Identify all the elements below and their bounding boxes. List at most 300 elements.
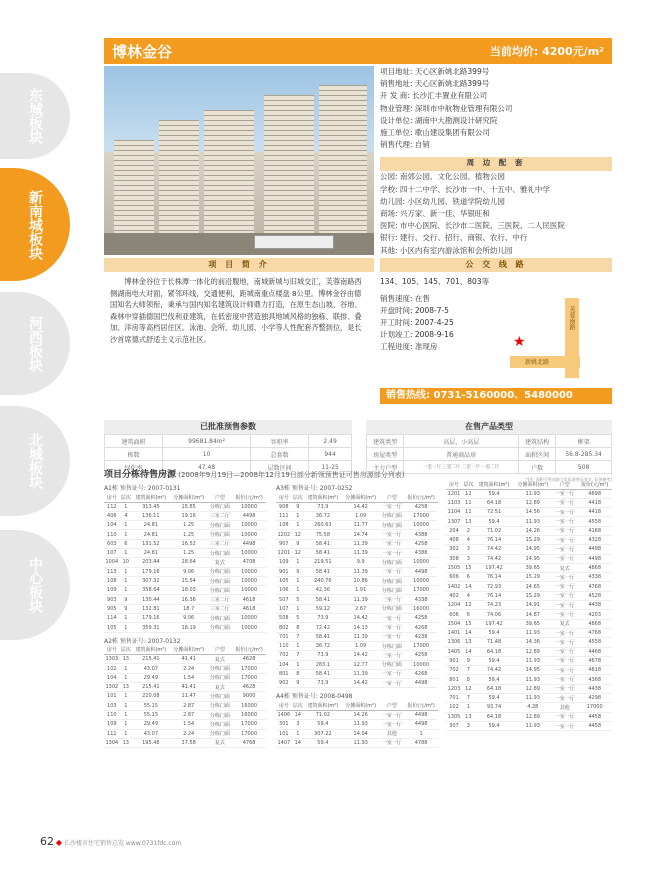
- table-cell: 4788: [404, 738, 438, 747]
- table-cell: 507: [276, 595, 292, 604]
- table-cell: 39.65: [513, 619, 552, 628]
- table-cell: 一室一厅: [552, 582, 577, 591]
- sidebar-tab-xinnancheng[interactable]: [0, 168, 70, 281]
- status-item: 工程进度: 准现房: [380, 342, 438, 351]
- table-cell: 1: [292, 521, 304, 530]
- table-cell: 603: [104, 539, 120, 548]
- table-cell: 一室一厅: [552, 489, 577, 498]
- building-shape: [319, 85, 367, 235]
- info-developer: 开 发 商: 长沙汇丰置业有限公司: [380, 91, 488, 101]
- table-cell: 73.9: [304, 614, 342, 623]
- surround-other: 其他: 小区内有室内游泳馆和会所幼儿园: [380, 245, 513, 255]
- table-cell: 一室一厅: [380, 651, 405, 660]
- table-cell: 29.49: [132, 720, 170, 729]
- table-cell: 16.36: [170, 595, 208, 604]
- listing-table: [104, 646, 266, 748]
- table-cell: 14.36: [513, 638, 552, 647]
- table-row: [446, 545, 612, 554]
- table-cell: 8: [292, 669, 304, 678]
- table-cell: 户数: [519, 461, 556, 474]
- table-cell: 1307: [447, 518, 461, 525]
- table-cell: 4868: [577, 563, 612, 572]
- building-shape: [159, 120, 199, 235]
- column-header: 建筑面积(m²): [132, 646, 170, 655]
- table-cell: 一室一厅: [380, 548, 405, 557]
- surround-mall: 商场: 兴万家、新一佳、华银旺和: [380, 209, 490, 219]
- table-header-row: [104, 646, 266, 655]
- table-cell: 绿化率: [105, 461, 163, 474]
- table-cell: 9: [292, 539, 304, 548]
- table-cell: 层数区间: [251, 461, 309, 474]
- table-cell: 1: [120, 502, 132, 511]
- table-cell: 10000: [404, 660, 438, 669]
- table-cell: 18.7: [170, 604, 208, 613]
- sales-hotline: 销售热线: 0731-5160000、5480000: [380, 388, 612, 404]
- table-cell: 1203: [447, 685, 461, 692]
- info-property-mgmt: 物业管理: 深圳市中航物业管理有限公司: [380, 103, 513, 113]
- table-cell: 4418: [577, 508, 612, 517]
- table-cell: 64.18: [475, 647, 514, 656]
- table-cell: 508: [276, 614, 292, 623]
- table-cell: 1103: [447, 499, 461, 506]
- table-cell: 55.15: [132, 710, 170, 719]
- surround-bank: 银行: 建行、交行、招行、商银、农行、中行: [380, 233, 528, 243]
- table-row: [104, 576, 266, 585]
- table-row: [446, 703, 612, 712]
- sidebar-tab-beicheng[interactable]: [0, 406, 70, 516]
- table-cell: 容积率: [251, 435, 309, 448]
- project-photo: [104, 66, 374, 255]
- table-row: [276, 720, 438, 729]
- table-row: [104, 530, 266, 539]
- table-cell: 一室一厅: [552, 684, 577, 693]
- table-cell: 分栋门面: [380, 660, 405, 669]
- table-cell: 10000: [232, 576, 266, 585]
- info-design: 设计单位: 湖南中大勘测设计研究院: [380, 115, 498, 125]
- logo-icon: ◆: [55, 838, 63, 847]
- table-cell: 4768: [577, 582, 612, 591]
- surround-park: 公园: 南郊公园、文化公园、植物公园: [380, 172, 505, 182]
- table-cell: 8: [292, 623, 304, 632]
- table-cell: 4618: [577, 666, 612, 675]
- table-cell: 14: [292, 738, 304, 747]
- column-header: 建筑面积(m²): [304, 701, 342, 710]
- table-cell: 702: [446, 666, 462, 675]
- table-row: [276, 595, 438, 604]
- table-cell: 101: [104, 692, 120, 701]
- intro-text: 博林金谷位于长株潭一体化的前沿腹地，南城新城与旧城交汇，芙蓉南路西侧湖南电大对面，紧邻环线，交通便利，距城南重点楼盘 8公里。博林金谷由德国知名大师领衔，秉承与国内知名建筑设计师鼎力打造，在原生态山坡、谷地、森林中穿插德国巴伐利亚建筑，在低密度中营造独具地域风格的独栋、联排、叠加、洋房等高档居住区。泳池、会所、幼儿园、小学等人性配套齐整到位，是长沙首席德式舒适主义示范社区。: [110, 277, 362, 344]
- table-cell: 110: [276, 641, 292, 650]
- table-cell: 58.41: [304, 539, 342, 548]
- status-item: 开盘时间: 2008-7-5: [380, 306, 449, 315]
- table-cell: 其他: [552, 703, 577, 712]
- table-cell: 406: [104, 511, 120, 520]
- table-cell: 复式: [552, 619, 577, 628]
- table-cell: 14: [462, 628, 475, 637]
- table-cell: 15.29: [513, 573, 552, 582]
- table-cell: 74.42: [475, 554, 514, 563]
- table-cell: 1505: [447, 565, 461, 572]
- table-cell: 76.14: [475, 535, 514, 544]
- table-cell: 11.47: [170, 692, 208, 701]
- sidebar-tab-hexi[interactable]: [0, 292, 70, 395]
- table-cell: 4498: [404, 710, 438, 719]
- table-cell: 14: [462, 647, 475, 656]
- table-cell: 76.14: [475, 573, 514, 582]
- table-cell: 2.24: [170, 664, 208, 673]
- table-cell: 71.48: [475, 638, 514, 647]
- table-cell: 9: [292, 679, 304, 688]
- table-row: [276, 586, 438, 595]
- table-cell: 11.39: [342, 595, 380, 604]
- table-cell: 215.41: [132, 683, 170, 692]
- table-cell: 11.93: [513, 675, 552, 684]
- bus-lines: 134、105、145、701、803等: [380, 277, 490, 286]
- table-cell: 1004: [105, 559, 119, 566]
- column-header: 户型: [208, 493, 233, 502]
- table-cell: 一室一厅: [380, 738, 405, 747]
- table-row: [104, 548, 266, 557]
- table-cell: 4298: [577, 694, 612, 703]
- table-header-row: [104, 493, 266, 502]
- table-cell: 10000: [404, 576, 438, 585]
- table-cell: 4628: [232, 683, 266, 692]
- table-cell: 29.49: [132, 673, 170, 682]
- table-cell: 4168: [577, 526, 612, 535]
- table-cell: 分栋门面: [208, 614, 233, 623]
- table-cell: 13: [120, 655, 132, 664]
- table-cell: 一室一厅: [380, 539, 405, 548]
- table-cell: 1: [120, 567, 132, 576]
- table-cell: 43.07: [132, 729, 170, 738]
- table-cell: 2.24: [170, 729, 208, 738]
- table-cell: 107: [104, 548, 120, 557]
- table-row: [276, 651, 438, 660]
- table-cell: 1306: [447, 639, 461, 646]
- table-cell: 1: [120, 720, 132, 729]
- table-cell: 4238: [404, 632, 438, 641]
- table-row: [104, 502, 266, 511]
- table-cell: 一室一厅: [380, 720, 405, 729]
- table-cell: 14.87: [513, 610, 552, 619]
- table-cell: 11.93: [513, 517, 552, 526]
- table-cell: 4: [120, 511, 132, 520]
- column-header: 层次: [292, 703, 303, 710]
- table-cell: 9: [292, 502, 304, 511]
- listing-table: [446, 480, 612, 731]
- table-cell: 4338: [404, 595, 438, 604]
- onsale-note: *(注: 面积可售房源与实际准售证有关, 仅供参考): [525, 477, 612, 482]
- table-cell: 6: [462, 610, 475, 619]
- table-cell: 36.72: [304, 511, 342, 520]
- table-cell: 1: [120, 701, 132, 710]
- table-cell: 14.26: [513, 526, 552, 535]
- table-cell: 59.4: [475, 721, 514, 730]
- table-cell: 4498: [232, 511, 266, 520]
- table-cell: 一室一厅: [552, 601, 577, 610]
- table-row: [104, 521, 266, 530]
- table-cell: 一室一厅: [552, 610, 577, 619]
- table-cell: 109: [104, 586, 120, 595]
- table-row: [276, 632, 438, 641]
- surround-hospital: 医院: 市中心医院、长沙市二医院、三医院、二人民医院: [380, 221, 565, 231]
- table-cell: 130.44: [132, 595, 170, 604]
- table-cell: 14.91: [513, 601, 552, 610]
- table-cell: 1: [120, 530, 132, 539]
- table-cell: 907: [276, 539, 292, 548]
- location-star-icon: ★: [513, 334, 526, 350]
- table-cell: 15.54: [170, 576, 208, 585]
- table-cell: 一室一厅: [380, 614, 405, 623]
- table-row: [446, 694, 612, 703]
- table-cell: 18.03: [170, 586, 208, 595]
- column-header: 户型: [380, 701, 405, 710]
- table-row: [104, 664, 266, 673]
- table-cell: 10000: [232, 623, 266, 632]
- column-header: 分摊面积(m²): [342, 701, 380, 710]
- table-cell: 55.15: [132, 701, 170, 710]
- table-cell: 59.4: [475, 489, 514, 498]
- table-cell: 5: [292, 614, 304, 623]
- table-cell: 59.12: [304, 604, 342, 613]
- page-number: 62: [40, 835, 54, 848]
- table-cell: 102: [104, 664, 120, 673]
- table-cell: 1.54: [170, 673, 208, 682]
- surround-school: 学校: 四十二中学、长沙市一中、十五中、雅礼中学: [380, 184, 550, 194]
- table-header-row: [276, 493, 438, 502]
- table-cell: 4698: [577, 489, 612, 498]
- table-cell: 11.39: [342, 669, 380, 678]
- table-cell: 14.42: [342, 614, 380, 623]
- table-cell: 总套数: [251, 448, 309, 461]
- table-cell: 15: [462, 619, 475, 628]
- table-row: [104, 604, 266, 613]
- table-cell: 11.39: [342, 567, 380, 576]
- table-cell: 1: [292, 558, 304, 567]
- table-cell: 4498: [404, 679, 438, 688]
- table-row: [446, 573, 612, 582]
- table-cell: 702: [276, 651, 292, 660]
- column-header: 户型: [208, 646, 233, 655]
- table-cell: 7: [462, 666, 475, 675]
- sidebar-tab-label: 河西板块: [27, 315, 43, 372]
- table-cell: 分栋门面: [208, 673, 233, 682]
- sidebar-tab-zhongxin[interactable]: [0, 530, 70, 640]
- table-cell: 302: [446, 545, 462, 554]
- listing-table: [276, 701, 438, 748]
- table-cell: 72.51: [475, 508, 514, 517]
- table-cell: 24.81: [132, 548, 170, 557]
- table-cell: 一室一厅: [552, 545, 577, 554]
- table-cell: 一室一厅: [552, 498, 577, 507]
- table-cell: 16000: [404, 604, 438, 613]
- table-cell: 分栋门面: [208, 692, 233, 701]
- table-cell: 606: [446, 573, 462, 582]
- table-cell: 一室一厅: [552, 508, 577, 517]
- table-cell: 308: [446, 554, 462, 563]
- table-cell: 分栋门面: [380, 641, 405, 650]
- column-header: 层次: [120, 494, 131, 501]
- table-cell: 1201: [447, 490, 461, 497]
- block-title: A1栋 预售证号: 2007-0131: [104, 485, 181, 492]
- table-cell: 10: [163, 448, 251, 461]
- table-cell: 1.91: [342, 586, 380, 595]
- table-cell: 13: [120, 738, 132, 747]
- table-cell: 801: [446, 675, 462, 684]
- table-cell: 11.77: [342, 521, 380, 530]
- table-row: [104, 558, 266, 567]
- average-price: 当前均价: 4200元/m²: [489, 45, 604, 58]
- listing-column-1: [104, 480, 266, 748]
- table-cell: 4498: [577, 545, 612, 554]
- listing-table: [104, 493, 266, 633]
- table-cell: 12.89: [513, 712, 552, 721]
- table-row: [104, 720, 266, 729]
- table-cell: 分栋门面: [380, 604, 405, 613]
- building-shape: [114, 140, 154, 235]
- table-cell: 一室一厅: [380, 530, 405, 539]
- table-row: [446, 582, 612, 591]
- table-cell: 一室一厅: [380, 595, 405, 604]
- column-header: 报价(元/m²): [232, 646, 266, 655]
- table-cell: 4558: [577, 517, 612, 526]
- table-cell: 4618: [232, 595, 266, 604]
- table-cell: 4368: [577, 675, 612, 684]
- table-row: [104, 595, 266, 604]
- table-cell: 17000: [232, 729, 266, 738]
- table-cell: 4458: [577, 712, 612, 721]
- column-header: 建筑面积(m²): [304, 493, 342, 502]
- table-cell: 4438: [577, 684, 612, 693]
- column-header: 户型: [552, 480, 577, 489]
- status-item: 计划竣工: 2008-9-16: [380, 330, 454, 339]
- info-sales-address: 销售地址: 天心区新姚北路399号: [380, 79, 490, 89]
- table-cell: 15.85: [170, 502, 208, 511]
- table-cell: 1.25: [170, 521, 208, 530]
- table-cell: 17000: [232, 664, 266, 673]
- sidebar-tab-label: 新南城板块: [27, 189, 43, 260]
- table-cell: 73.9: [304, 679, 342, 688]
- table-cell: 10000: [404, 521, 438, 530]
- table-cell: 4458: [577, 721, 612, 730]
- table-cell: 一室一厅: [552, 694, 577, 703]
- table-cell: 101: [276, 729, 292, 738]
- table-cell: 14.95: [513, 666, 552, 675]
- table-cell: 12: [462, 489, 475, 498]
- table-cell: 1407: [277, 739, 291, 746]
- table-cell: 197.42: [475, 563, 514, 572]
- table-cell: 10000: [232, 521, 266, 530]
- column-header: 层次: [292, 494, 303, 501]
- table-cell: 1302: [105, 684, 119, 691]
- table-cell: 307.22: [304, 729, 342, 738]
- table-cell: 901: [276, 567, 292, 576]
- listing-heading: [104, 467, 612, 480]
- table-cell: 10000: [232, 567, 266, 576]
- table-cell: 一室一厅: [552, 573, 577, 582]
- table-cell: 59.4: [304, 738, 342, 747]
- table-row: [276, 679, 438, 688]
- table-cell: 11.39: [342, 548, 380, 557]
- table-cell: 103: [104, 701, 120, 710]
- table-cell: 4258: [404, 539, 438, 548]
- table-cell: 2.87: [170, 701, 208, 710]
- table-header-row: [446, 480, 612, 489]
- table-cell: 4498: [232, 539, 266, 548]
- table-cell: 分栋门面: [380, 576, 405, 585]
- table-cell: 1303: [105, 656, 119, 663]
- table-cell: 313.45: [132, 502, 170, 511]
- table-cell: 47.48: [163, 461, 251, 474]
- table-cell: 12.89: [513, 647, 552, 656]
- table-cell: 179.16: [132, 567, 170, 576]
- listing-title: 项目分栋待售房源: [104, 470, 177, 480]
- table-cell: 4258: [404, 502, 438, 511]
- table-cell: 1405: [447, 648, 461, 655]
- table-cell: 分栋门面: [208, 567, 233, 576]
- table-cell: 复式: [552, 563, 577, 572]
- sidebar-tab-dongcheng[interactable]: [0, 73, 70, 159]
- table-cell: 1: [292, 604, 304, 613]
- table-cell: 4338: [577, 573, 612, 582]
- table-cell: 508: [556, 461, 612, 474]
- table-cell: 112: [104, 502, 120, 511]
- table-cell: 7: [292, 651, 304, 660]
- table-cell: 240.76: [304, 576, 342, 585]
- table-cell: 8: [462, 675, 475, 684]
- table-cell: 分栋门面: [380, 521, 405, 530]
- table-cell: 102: [446, 703, 462, 712]
- table-cell: 59.4: [475, 517, 514, 526]
- table-cell: 12.89: [513, 498, 552, 507]
- table-cell: 1.54: [170, 720, 208, 729]
- table-cell: 1: [120, 664, 132, 673]
- table-cell: 三室二厅: [208, 511, 233, 520]
- table-cell: 1401: [447, 630, 461, 637]
- table-cell: 面积区间: [519, 448, 556, 461]
- table-row: [276, 567, 438, 576]
- table-cell: 建筑结构: [519, 435, 556, 448]
- table-cell: 908: [276, 502, 292, 511]
- table-row: [104, 567, 266, 576]
- table-cell: 11.93: [513, 628, 552, 637]
- intro-heading: 项 目 简 介: [104, 258, 374, 272]
- table-cell: 74.23: [475, 601, 514, 610]
- table-cell: 13: [462, 517, 475, 526]
- table-cell: 分栋门面: [208, 623, 233, 632]
- table-cell: 4678: [577, 656, 612, 665]
- table-cell: 主力户型: [367, 461, 404, 474]
- table-cell: 栋数: [105, 448, 163, 461]
- table-cell: 2: [462, 526, 475, 535]
- table-cell: 一室一厅: [552, 721, 577, 730]
- table-cell: 4388: [404, 530, 438, 539]
- sidebar-tab-label: 东城板块: [27, 88, 43, 144]
- route-section: [380, 258, 612, 366]
- table-cell: 902: [276, 679, 292, 688]
- table-cell: 房屋类型: [367, 448, 404, 461]
- approved-heading: 已批准预售参数: [104, 420, 352, 434]
- table-cell: 28.64: [170, 558, 208, 567]
- table-cell: 一室一厅: [552, 628, 577, 637]
- table-cell: 1: [120, 692, 132, 701]
- table-cell: 分栋门面: [208, 729, 233, 738]
- table-cell: 13: [120, 683, 132, 692]
- table-cell: 分栋门面: [380, 586, 405, 595]
- table-cell: 一室一厅: [552, 638, 577, 647]
- table-cell: 一室一厅 三室二厅 二室一厅 一室二厅: [404, 461, 519, 474]
- table-cell: 10: [120, 558, 132, 567]
